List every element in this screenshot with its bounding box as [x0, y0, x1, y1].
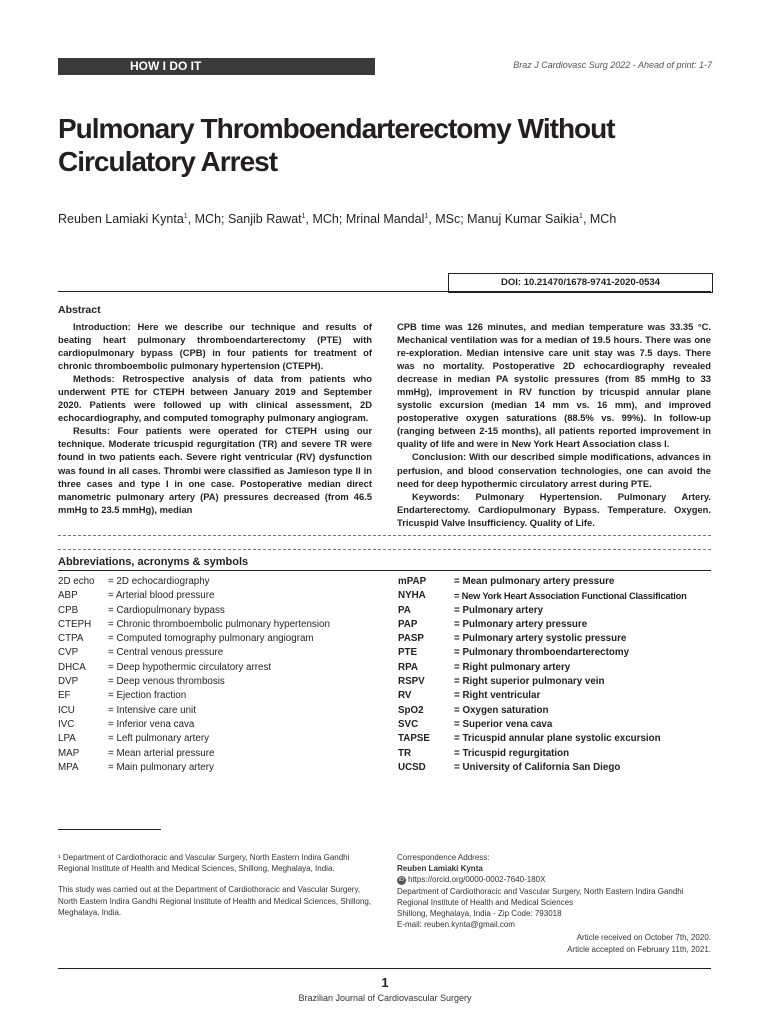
abbreviation-value: = Inferior vena cava	[108, 718, 195, 730]
abbreviation-key: EF	[58, 690, 71, 702]
abbreviation-key: LPA	[58, 733, 76, 745]
abbreviation-key: mPAP	[398, 576, 427, 587]
author-name: Manuj Kumar Saikia	[467, 212, 580, 226]
correspondence-name: Reuben Lamiaki Kynta	[397, 864, 483, 874]
divider	[58, 535, 711, 536]
abbreviation-value: = Main pulmonary artery	[108, 761, 214, 773]
abbreviation-value: = Right superior pulmonary vein	[454, 676, 605, 688]
abbreviation-value: = Pulmonary artery pressure	[454, 618, 588, 630]
author-degree: , MSc;	[428, 212, 468, 226]
author-degree: , MCh;	[187, 212, 228, 226]
abbreviation-key: CTPA	[58, 633, 84, 645]
section-tag	[58, 58, 375, 75]
author-affiliation: 1	[301, 212, 306, 220]
abbreviation-key: SVC	[398, 718, 419, 730]
footnote-divider	[58, 829, 161, 830]
abbreviation-row	[398, 675, 713, 689]
abbreviation-row	[58, 632, 378, 646]
author-name: Sanjib Rawat	[227, 212, 302, 226]
abbreviation-value: = Oxygen saturation	[454, 704, 549, 716]
abbreviation-key: PAP	[398, 618, 418, 630]
abbreviation-row	[398, 604, 713, 618]
abbreviation-value: = Mean pulmonary artery pressure	[454, 576, 615, 587]
abbreviations-heading: Abbreviations, acronyms & symbols	[58, 556, 249, 568]
abbreviation-value: = 2D echocardiography	[108, 576, 210, 587]
abbreviation-row	[398, 646, 713, 660]
abbreviation-row	[58, 761, 378, 775]
correspondence-city: Shillong, Meghalaya, India - Zip Code: 793018	[397, 909, 562, 919]
abbreviation-key: CPB	[58, 604, 79, 616]
abstract-methods: Methods: Retrospective analysis of data from patients who underwent PTE for CTEPH between January 2019 and September 2020. Patients were followed up with clinical assessment, 2D echocardiography, and computed tomography pulmonary angiogram.	[58, 373, 372, 424]
author-name: Reuben Lamiaki Kynta	[58, 212, 184, 226]
correspondence-label: Correspondence Address:	[397, 853, 490, 862]
abstract-keywords: Keywords: Pulmonary Hypertension. Pulmonary Artery. Endarterectomy. Cardiopulmonary Bypass. Temperature. Oxygen. Tricuspid Valve Insufficiency. Quality of Life.	[397, 490, 711, 528]
abbreviation-key: RPA	[398, 661, 418, 673]
abbreviation-row	[398, 732, 713, 746]
abbreviation-row	[398, 661, 713, 675]
abbreviation-key: PASP	[398, 633, 424, 645]
abbreviation-key: PTE	[398, 647, 418, 659]
abstract-heading: Abstract	[58, 304, 101, 316]
abbreviation-value: = Tricuspid regurgitation	[454, 747, 570, 759]
divider	[58, 291, 711, 292]
abbreviation-row	[58, 618, 378, 632]
divider	[58, 549, 711, 550]
abbreviation-key: PA	[398, 604, 411, 616]
abbreviations-right-list	[398, 575, 713, 775]
abbreviation-row	[58, 747, 378, 761]
correspondence-department: Department of Cardiothoracic and Vascular Surgery, North Eastern Indira Gandhi Regional Institute of Health and Medical Sciences	[397, 886, 684, 907]
abbreviation-key: CTEPH	[58, 618, 92, 630]
abbreviation-row	[58, 704, 378, 718]
abbreviation-value: = Right ventricular	[454, 690, 541, 702]
abbreviation-row	[58, 661, 378, 675]
doi-link[interactable]: DOI: 10.21470/1678-9741-2020-0534	[448, 273, 713, 293]
section-tag-label: HOW I DO IT	[130, 59, 202, 73]
abbreviation-value: = Intensive care unit	[108, 704, 196, 716]
author-degree: , MCh;	[305, 212, 346, 226]
abbreviation-value: = Tricuspid annular plane systolic excursion	[454, 733, 661, 745]
abbreviation-value: = Deep venous thrombosis	[108, 676, 225, 688]
abbreviation-key: RSPV	[398, 676, 425, 688]
abbreviation-key: NYHA	[398, 590, 426, 602]
abbreviation-value: = Left pulmonary artery	[108, 733, 210, 745]
abstract-results-continued: CPB time was 126 minutes, and median temperature was 33.35 °C. Mechanical ventilation was for a median of 19.5 hours. There was one re-exploration. Median intensive care unit stay was 7.5 days. There was no mortality. Postoperative 2D echocardiography revealed decrease in median PA systolic pressures (from 85 mmHg to 33 mmHg), improvement in RV function by tricuspid annular plane systolic excursion (median 14 mm vs. 16 mm), and improved postoperative oxygen saturations (88.5% vs. 99%). In follow-up (ranging between 2-15 months), all patients reported improvement in quality of life and were in New York Heart Association class I.	[397, 321, 711, 450]
abbreviation-value: = Chronic thromboembolic pulmonary hypertension	[108, 618, 330, 630]
author-degree: , MCh	[582, 212, 617, 226]
abbreviation-key: MAP	[58, 747, 80, 759]
abbreviation-key: IVC	[58, 718, 75, 730]
abbreviation-value: = University of California San Diego	[454, 761, 621, 773]
abstract-left-column	[58, 320, 372, 516]
abbreviations-left-list	[58, 575, 378, 775]
abbreviation-row	[58, 675, 378, 689]
author-affiliation: 1	[183, 212, 188, 220]
footer-divider	[58, 968, 711, 969]
accepted-date: Article accepted on February 11th, 2021.	[567, 945, 711, 954]
abbreviation-row	[58, 718, 378, 732]
abbreviation-row	[398, 589, 713, 603]
abbreviation-value: = Pulmonary artery systolic pressure	[454, 633, 627, 645]
abbreviation-row	[58, 689, 378, 703]
abbreviation-key: ICU	[58, 704, 75, 716]
abbreviation-row	[398, 632, 713, 646]
journal-reference: Braz J Cardiovasc Surg 2022 - Ahead of print: 1-7	[513, 60, 712, 70]
abbreviation-row	[58, 589, 378, 603]
abstract-introduction: Introduction: Here we describe our technique and results of beating heart pulmonary thromboendarterectomy (PTE) with cardiopulmonary bypass (CPB) in four patients for treatment of chronic thromboembolic pulmonary hypertension (CTEPH).	[58, 321, 372, 372]
abstract-right-column	[397, 320, 711, 529]
abstract-results: Results: Four patients were operated for CTEPH using our technique. Moderate tricuspid regurgitation (TR) and severe TR were found in two patients each. Severe right ventricular (RV) dysfunction was found in all cases. Thrombi were classified as Jamieson type II in three cases and type I in one case. Postoperative median direct manometric pulmonary artery (PA) pressures decreased (from 46.5 mmHg to 23.5 mmHg), median	[58, 425, 372, 515]
footer-journal-name: Brazilian Journal of Cardiovascular Surgery	[298, 993, 472, 1003]
author-affiliation: 1	[579, 212, 583, 220]
orcid-link[interactable]: https://orcid.org/0000-0002-7640-180X	[408, 875, 546, 885]
abbreviation-key: 2D echo	[58, 576, 95, 587]
abbreviation-key: DHCA	[58, 661, 86, 673]
footnotes-left	[58, 852, 376, 928]
abbreviation-row	[398, 689, 713, 703]
correspondence-block	[397, 852, 711, 930]
abbreviation-value: = Right pulmonary artery	[454, 661, 571, 673]
divider	[58, 570, 711, 571]
abstract-conclusion: Conclusion: With our described simple modifications, advances in perfusion, and blood conservation technologies, one can avoid the need for deep hypothermic circulatory arrest during PTE.	[397, 451, 711, 489]
abbreviation-value: = Central venous pressure	[108, 647, 224, 659]
abbreviation-value: = New York Heart Association Functional Classification	[454, 591, 687, 602]
page-number: 1	[381, 975, 389, 990]
abbreviation-key: DVP	[58, 676, 79, 688]
abbreviation-row	[398, 718, 713, 732]
abbreviation-row	[58, 732, 378, 746]
received-date: Article received on October 7th, 2020.	[576, 933, 711, 942]
author-name: Mrinal Mandal	[345, 212, 425, 226]
abbreviation-key: CVP	[58, 647, 79, 659]
abbreviation-key: RV	[398, 690, 412, 702]
orcid-row	[397, 874, 711, 885]
author-affiliation: 1	[424, 212, 429, 220]
study-location-note: This study was carried out at the Department of Cardiothoracic and Vascular Surgery, North Eastern Indira Gandhi Regional Institute of Health and Medical Sciences, Shillong, Meghalaya, India.	[58, 885, 372, 917]
correspondence-email[interactable]: E-mail: reuben.kynta@gmail.com	[397, 920, 515, 930]
abbreviation-value: = Ejection fraction	[108, 690, 187, 702]
author-list	[58, 212, 718, 226]
abbreviation-key: TR	[398, 747, 412, 759]
abbreviation-value: = Arterial blood pressure	[108, 590, 215, 602]
abbreviation-row	[398, 761, 713, 775]
article-title: Pulmonary Thromboendarterectomy Without Circulatory Arrest	[58, 113, 615, 177]
abbreviation-row	[398, 704, 713, 718]
abbreviation-value: = Superior vena cava	[454, 718, 553, 730]
abbreviation-key: UCSD	[398, 761, 426, 773]
abbreviation-key: SpO2	[398, 704, 424, 716]
abbreviation-value: = Deep hypothermic circulatory arrest	[108, 661, 272, 673]
abbreviation-value: = Cardiopulmonary bypass	[108, 604, 225, 616]
abbreviation-value: = Pulmonary artery	[454, 604, 544, 616]
abbreviation-key: MPA	[58, 761, 79, 773]
orcid-icon: iD	[398, 876, 405, 883]
abbreviation-key: ABP	[58, 590, 78, 602]
abbreviation-row	[398, 747, 713, 761]
abbreviation-row	[58, 575, 378, 589]
abbreviation-value: = Mean arterial pressure	[108, 747, 215, 759]
abbreviation-value: = Pulmonary thromboendarterectomy	[454, 647, 630, 659]
abbreviation-key: TAPSE	[398, 733, 430, 745]
abbreviation-value: = Computed tomography pulmonary angiogram	[108, 633, 314, 645]
abbreviation-row	[398, 575, 713, 589]
abbreviation-row	[58, 604, 378, 618]
abbreviation-row	[398, 618, 713, 632]
abbreviation-row	[58, 646, 378, 660]
affiliation-footnote: ¹ Department of Cardiothoracic and Vascular Surgery, North Eastern Indira Gandhi Regional Institute of Health and Medical Sciences, Shillong, Meghalaya, India.	[58, 853, 350, 874]
